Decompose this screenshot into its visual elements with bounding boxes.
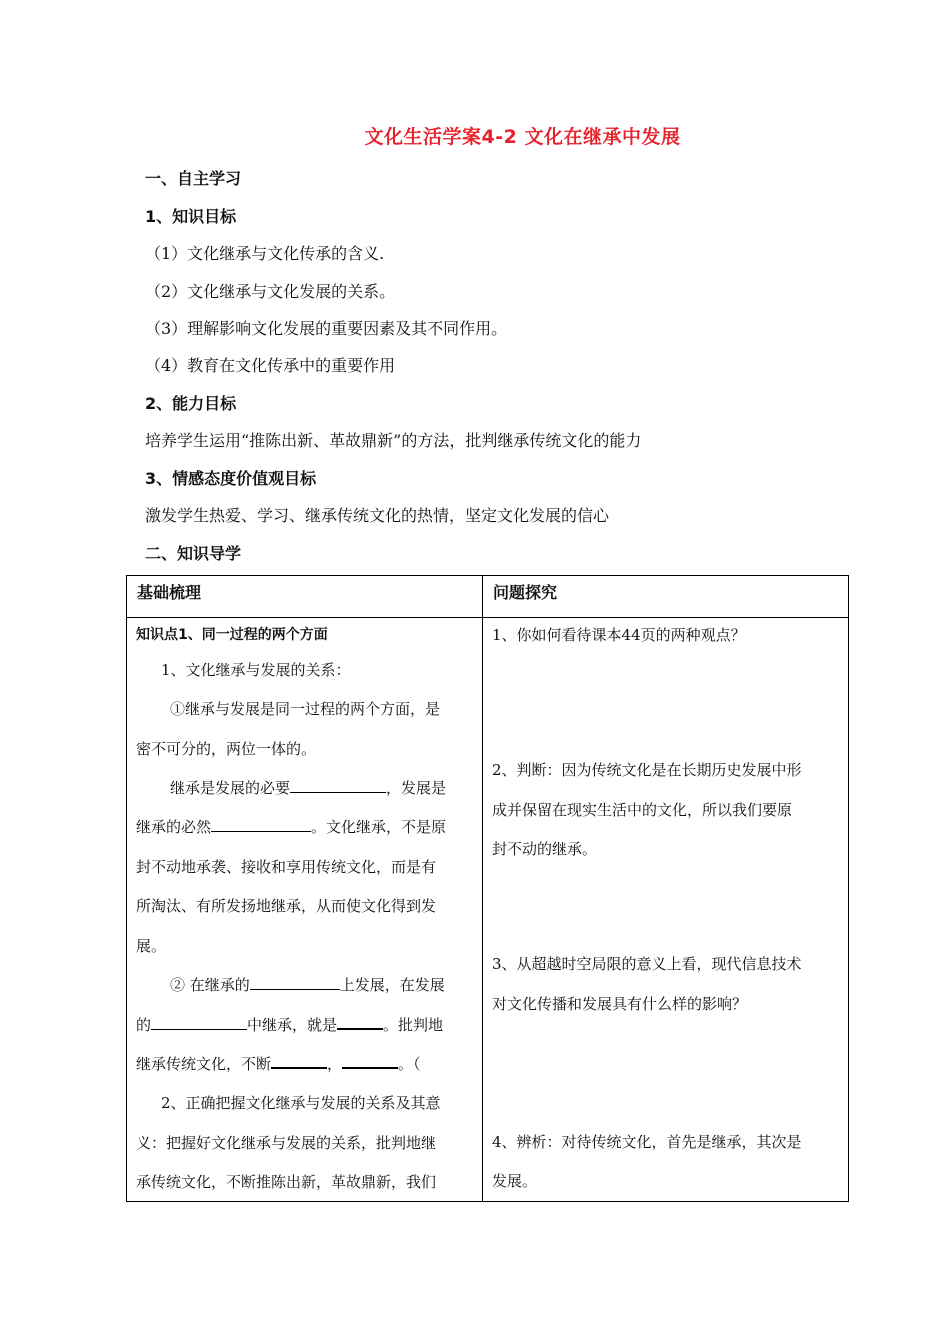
knowledge-point-heading: 知识点1、同一过程的两个方面	[136, 627, 328, 643]
content-line	[136, 1014, 443, 1035]
knowledge-goal-heading: 1、知识目标	[145, 207, 237, 226]
content-text: 的	[136, 1016, 152, 1034]
content-line: 密不可分的，两位一体的。	[136, 740, 317, 758]
content-line: ①继承与发展是同一过程的两个方面，是	[170, 700, 441, 718]
fill-blank	[211, 817, 311, 832]
content-line: 承传统文化，不断推陈出新，革故鼎新，我们	[136, 1173, 437, 1191]
question-line: 4、辨析：对待传统文化，首先是继承，其次是	[492, 1133, 802, 1151]
question-line: 1、你如何看待课本44页的两种观点？	[492, 626, 746, 644]
question-line: 3、从超越时空局限的意义上看，现代信息技术	[492, 955, 802, 973]
ability-text: 培养学生运用“推陈出新、革故鼎新”的方法，批判继承传统文化的能力	[145, 431, 642, 450]
ability-goal-heading: 2、能力目标	[145, 394, 237, 413]
content-text: 继承的必然	[136, 818, 212, 836]
content-text: 上发展，在发展	[339, 976, 445, 994]
study-table	[126, 575, 849, 1202]
fill-blank	[290, 778, 386, 793]
emotion-text: 激发学生热爱、学习、继承传统文化的热情，坚定文化发展的信心	[145, 506, 610, 525]
left-content-cell	[127, 618, 483, 1202]
content-line	[170, 777, 446, 798]
content-line	[136, 816, 446, 837]
question-line: 发展。	[492, 1172, 538, 1190]
section-heading-knowledge-guide: 二、知识导学	[145, 544, 242, 563]
content-text: ，发展是	[386, 779, 447, 797]
page-title: 文化生活学案4-2 文化在继承中发展	[364, 126, 681, 148]
knowledge-item: （1）文化继承与文化传承的含义.	[145, 244, 385, 263]
content-text: 。文化继承，不是原	[311, 818, 447, 836]
content-line: 展。	[136, 937, 167, 955]
content-line: 义：把握好文化继承与发展的关系，批判地继	[136, 1134, 437, 1152]
content-line: 封不动地承袭、接收和享用传统文化，而是有	[136, 858, 437, 876]
content-line: 1、文化继承与发展的关系：	[161, 661, 351, 679]
content-text: 继承传统文化，不断	[136, 1055, 272, 1073]
question-line: 封不动的继承。	[492, 840, 598, 858]
content-text: 中继承，就是	[247, 1016, 338, 1034]
right-content-cell	[483, 618, 849, 1202]
section-heading-self-study: 一、自主学习	[145, 169, 242, 188]
content-line: 2、正确把握文化继承与发展的关系及其意	[161, 1094, 441, 1112]
content-line	[136, 1053, 421, 1074]
fill-blank	[271, 1053, 327, 1069]
fill-blank	[151, 1015, 247, 1030]
content-text: ② 在继承的	[170, 976, 250, 994]
knowledge-item: （2）文化继承与文化发展的关系。	[145, 282, 396, 301]
left-column-header: 基础梳理	[127, 576, 483, 618]
question-line: 2、判断：因为传统文化是在长期历史发展中形	[492, 761, 802, 779]
content-text: 。批判地	[383, 1016, 444, 1034]
knowledge-item: （4）教育在文化传承中的重要作用	[145, 356, 396, 375]
fill-blank	[250, 975, 340, 990]
content-text: 。（	[398, 1055, 421, 1073]
fill-blank	[337, 1014, 383, 1030]
content-text: ，	[327, 1055, 343, 1073]
content-text: 继承是发展的必要	[170, 779, 291, 797]
emotion-goal-heading: 3、情感态度价值观目标	[145, 469, 317, 488]
fill-blank	[342, 1053, 398, 1069]
right-column-header: 问题探究	[483, 576, 849, 618]
content-line	[170, 974, 445, 995]
question-line: 对文化传播和发展具有什么样的影响？	[492, 995, 748, 1013]
content-line: 所淘汰、有所发扬地继承，从而使文化得到发	[136, 897, 437, 915]
question-line: 成并保留在现实生活中的文化，所以我们要原	[492, 801, 793, 819]
knowledge-item: （3）理解影响文化发展的重要因素及其不同作用。	[145, 319, 508, 338]
